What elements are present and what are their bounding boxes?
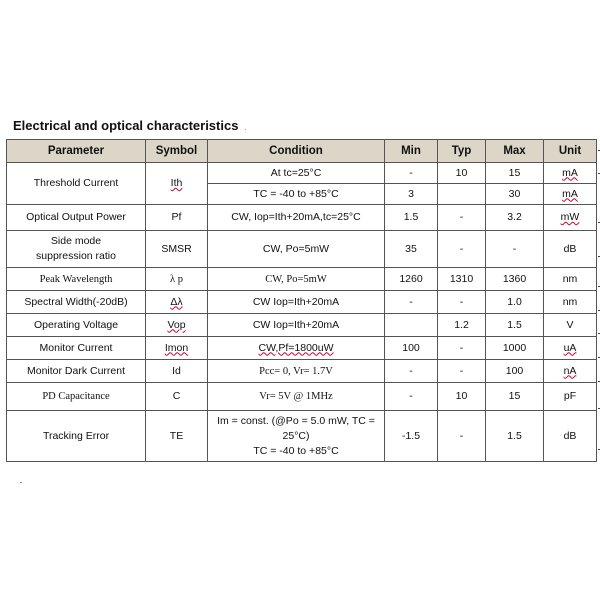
table-row [7,383,597,411]
cell-max: 3.2 [486,205,544,231]
col-symbol: Symbol [146,140,208,163]
cell-typ: - [438,291,486,314]
table-row [7,268,597,291]
cell-min: 1.5 [385,205,438,231]
cell-typ: - [438,337,486,360]
table-row [7,163,597,184]
paragraph-mark [20,482,22,483]
cell-unit: mA [544,163,597,184]
cell-symbol: Id [146,360,208,383]
cell-min: - [385,360,438,383]
cell-parameter: Peak Wavelength [7,268,146,291]
table-row [7,337,597,360]
cell-parameter: Monitor Dark Current [7,360,146,383]
cell-max: 1000 [486,337,544,360]
cell-typ: 1310 [438,268,486,291]
cell-parameter: Spectral Width(-20dB) [7,291,146,314]
cell-typ: - [438,360,486,383]
cell-max: 1360 [486,268,544,291]
cell-symbol: λ p [146,268,208,291]
cell-condition: CW, Po=5mW [208,231,385,268]
col-min: Min [385,140,438,163]
cell-min [385,314,438,337]
table-row [7,360,597,383]
cell-unit: dB [544,411,597,462]
cell-typ: 10 [438,163,486,184]
cell-max: 1.0 [486,291,544,314]
cell-unit: nm [544,291,597,314]
cell-symbol: Δλ [146,291,208,314]
cell-condition: Im = const. (@Po = 5.0 mW, TC = 25°C) TC = -40 to +85°C [208,411,385,462]
cell-max: 15 [486,163,544,184]
cell-min: - [385,291,438,314]
cell-min: - [385,383,438,411]
cell-typ: - [438,205,486,231]
cell-unit: dB [544,231,597,268]
cell-unit: nm [544,268,597,291]
characteristics-table [6,139,597,462]
cell-typ [438,184,486,205]
cell-unit: V [544,314,597,337]
cell-condition: CW Iop=Ith+20mA [208,314,385,337]
table-row [7,291,597,314]
cell-parameter: Side mode suppression ratio [7,231,146,268]
cell-symbol: Ith [146,163,208,205]
cell-max: 100 [486,360,544,383]
col-max: Max [486,140,544,163]
cell-unit: mA [544,184,597,205]
cell-max: 1.5 [486,314,544,337]
cell-condition: Vr= 5V @ 1MHz [208,383,385,411]
table-row [7,314,597,337]
table-header-row [7,140,597,163]
cell-condition: CW Iop=Ith+20mA [208,291,385,314]
cell-symbol: Imon [146,337,208,360]
cell-condition: CW, Iop=Ith+20mA,tc=25°C [208,205,385,231]
cell-unit: pF [544,383,597,411]
cell-symbol: Vop [146,314,208,337]
cell-min: 3 [385,184,438,205]
cell-symbol: SMSR [146,231,208,268]
cell-condition: CW,Pf=1800uW [208,337,385,360]
cell-parameter: Operating Voltage [7,314,146,337]
cell-typ: - [438,411,486,462]
cell-min: - [385,163,438,184]
cell-symbol: C [146,383,208,411]
cell-parameter: PD Capacitance [7,383,146,411]
col-typ: Typ [438,140,486,163]
cell-typ: - [438,231,486,268]
cell-min: -1.5 [385,411,438,462]
cell-parameter: Threshold Current [7,163,146,205]
table-row [7,411,597,462]
cell-min: 35 [385,231,438,268]
cell-condition: CW, Po=5mW [208,268,385,291]
cell-unit: mW [544,205,597,231]
col-condition: Condition [208,140,385,163]
cell-max: 30 [486,184,544,205]
cell-max: 1.5 [486,411,544,462]
cell-unit: uA [544,337,597,360]
cell-parameter: Optical Output Power [7,205,146,231]
cell-unit: nA [544,360,597,383]
col-unit: Unit [544,140,597,163]
col-parameter: Parameter [7,140,146,163]
cell-symbol: TE [146,411,208,462]
cell-max: 15 [486,383,544,411]
cell-parameter: Tracking Error [7,411,146,462]
section-heading: Electrical and optical characteristics . [13,118,247,133]
cell-typ: 10 [438,383,486,411]
cell-condition: At tc=25°C [208,163,385,184]
cell-max: - [486,231,544,268]
cell-condition: Pcc= 0, Vr= 1.7V [208,360,385,383]
cell-typ: 1.2 [438,314,486,337]
cell-min: 1260 [385,268,438,291]
cell-symbol: Pf [146,205,208,231]
cell-parameter: Monitor Current [7,337,146,360]
table-row [7,205,597,231]
table-row [7,231,597,268]
cell-condition: TC = -40 to +85°C [208,184,385,205]
cell-min: 100 [385,337,438,360]
